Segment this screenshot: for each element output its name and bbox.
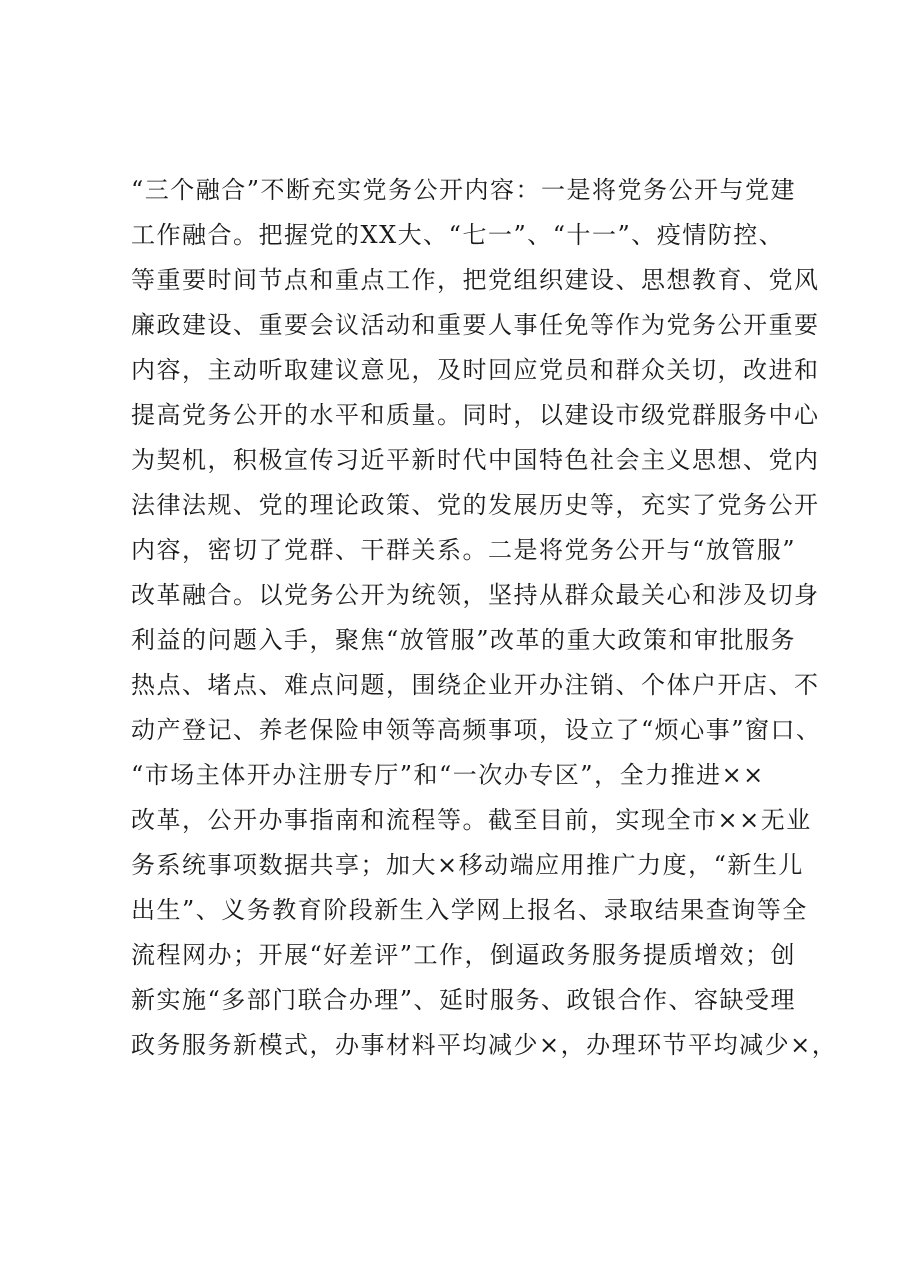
text-line-3: 等重要时间节点和重点工作，把党组织建设、思想教育、党风 [131, 266, 820, 294]
text-line-19: 新实施“多部门联合办理”、延时服务、政银合作、容缺受理 [131, 986, 797, 1014]
text-line-14: “市场主体开办注册专厅”和“一次办专区”，全力推进×× [131, 761, 765, 789]
text-line-10: 改革融合。以党务公开为统领，坚持从群众最关心和涉及切身 [131, 581, 820, 609]
text-line-18: 流程网办；开展“好差评”工作，倒逼政务服务提质增效；创 [131, 941, 797, 969]
text-line-7: 为契机，积极宣传习近平新时代中国特色社会主义思想、党内 [131, 446, 820, 474]
text-line-2: 工作融合。把握党的XX大、“七一”、“十一”、疫情防控、 [131, 221, 785, 249]
text-line-17: 出生”、义务教育阶段新生入学网上报名、录取结果查询等全 [131, 896, 808, 924]
text-line-12: 热点、堵点、难点问题，围绕企业开办注销、个体户开店、不 [131, 671, 820, 699]
text-line-15: 改革，公开办事指南和流程等。截至目前，实现全市××无业 [131, 806, 812, 834]
text-line-11: 利益的问题入手，聚焦“放管服”改革的重大政策和审批服务 [131, 626, 797, 654]
text-line-4: 廉政建设、重要会议活动和重要人事任免等作为党务公开重要 [131, 311, 820, 339]
text-line-20: 政务服务新模式，办事材料平均减少×，办理环节平均减少×， [131, 1031, 838, 1059]
text-line-5: 内容，主动听取建议意见，及时回应党员和群众关切，改进和 [131, 356, 820, 384]
text-line-13: 动产登记、养老保险申领等高频事项，设立了“烦心事”窗口、 [131, 716, 822, 744]
text-line-6: 提高党务公开的水平和质量。同时，以建设市级党群服务中心 [131, 401, 820, 429]
text-line-16: 务系统事项数据共享；加大×移动端应用推广力度，“新生儿 [131, 851, 804, 879]
text-line-1: “三个融合”不断充实党务公开内容：一是将党务公开与党建 [131, 176, 797, 204]
text-line-9: 内容，密切了党群、干群关系。二是将党务公开与“放管服” [131, 536, 797, 564]
body-paragraph [131, 168, 838, 1068]
text-line-8: 法律法规、党的理论政策、党的发展历史等，充实了党务公开 [131, 491, 820, 519]
